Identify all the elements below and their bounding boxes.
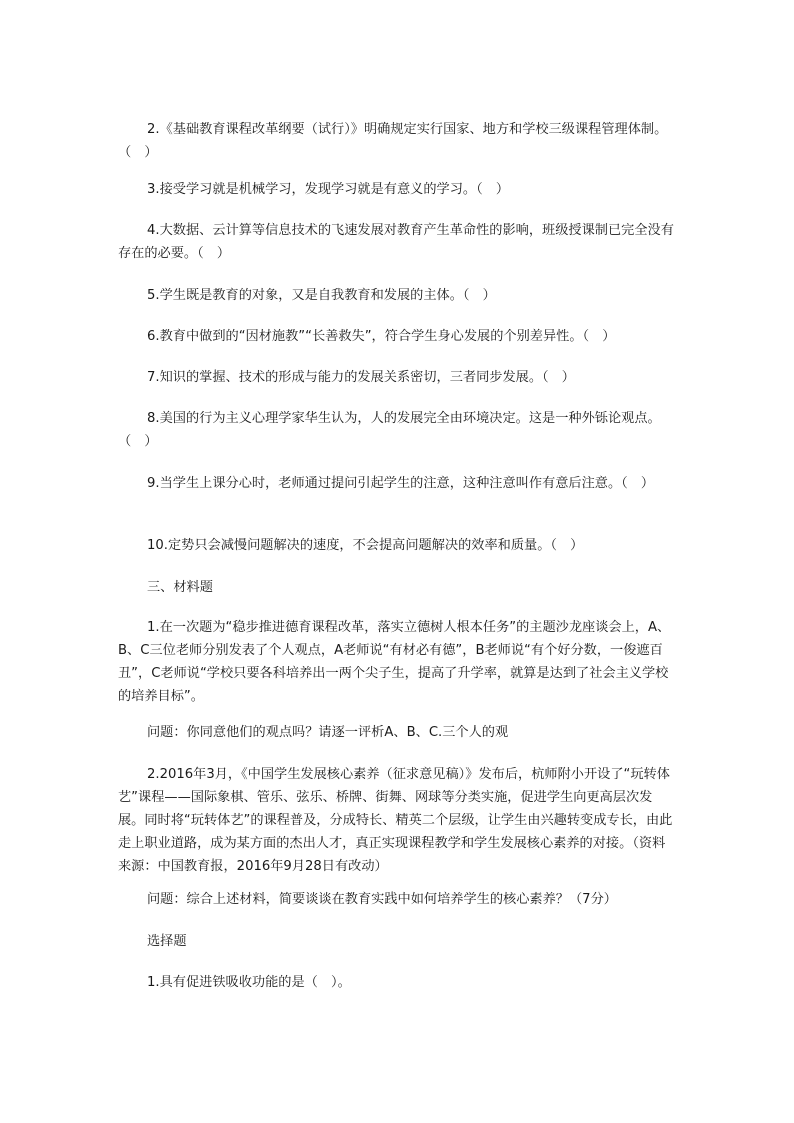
judgement-item-8: 8.美国的行为主义心理学家华生认为，人的发展完全由环境决定。这是一种外铄论观点。（ ） bbox=[118, 411, 661, 449]
judgement-item-2: 2.《基础教育课程改革纲要（试行）》明确规定实行国家、地方和学校三级课程管理体制。（ ） bbox=[118, 122, 668, 160]
judgement-item-9: 9.当学生上课分心时，老师通过提问引起学生的注意，这种注意叫作有意后注意。（ ） bbox=[147, 476, 655, 491]
material-1-question: 问题：你同意他们的观点吗？请逐一评析A、B、C.三个人的观 bbox=[147, 725, 509, 740]
choice-item-1: 1.具有促进铁吸收功能的是（ ）。 bbox=[147, 975, 351, 990]
judgement-item-7: 7.知识的掌握、技术的形成与能力的发展关系密切，三者同步发展。（ ） bbox=[147, 370, 575, 385]
judgement-item-4: 4.大数据、云计算等信息技术的飞速发展对教育产生革命性的影响，班级授课制已完全没有存在的必要。（ ） bbox=[118, 223, 674, 261]
choice-section-heading: 选择题 bbox=[147, 934, 187, 949]
material-section-heading: 三、材料题 bbox=[147, 580, 213, 595]
material-2-question: 问题：综合上述材料，简要谈谈在教育实践中如何培养学生的核心素养？（7分） bbox=[147, 892, 617, 907]
material-1: 1.在一次题为“稳步推进德育课程改革，落实立德树人根本任务”的主题沙龙座谈会上，A、B、C三位老师分别发表了个人观点，A老师说“有材必有德”，B老师说“有个好分数，一俊遮百丑”，C老师说“学校只要各科培养出一两个尖子生，提高了升学率，就算是达到了社会主义学校的培养目标”。 bbox=[118, 620, 671, 704]
material-2: 2.2016年3月，《中国学生发展核心素养（征求意见稿）》发布后，杭师附小开设了“玩转体艺”课程——国际象棋、管乐、弦乐、桥牌、街舞、网球等分类实施，促进学生向更高层次发展。同时将“玩转体艺”的课程普及，分成特长、精英二个层级，让学生由兴趣转变成专长，由此走上职业道路，成为某方面的杰出人才，真正实现课程教学和学生发展核心素养的对接。（资料来源：中国教育报，2016年9月28日有改动） bbox=[118, 767, 673, 874]
judgement-item-10: 10.定势只会减慢问题解决的速度，不会提高问题解决的效率和质量。（ ） bbox=[147, 538, 584, 553]
judgement-item-3: 3.接受学习就是机械学习，发现学习就是有意义的学习。（ ） bbox=[147, 182, 510, 197]
judgement-item-5: 5.学生既是教育的对象，又是自我教育和发展的主体。（ ） bbox=[147, 288, 496, 303]
judgement-item-6: 6.教育中做到的“因材施教”“长善救失”，符合学生身心发展的个别差异性。（ ） bbox=[147, 329, 616, 344]
